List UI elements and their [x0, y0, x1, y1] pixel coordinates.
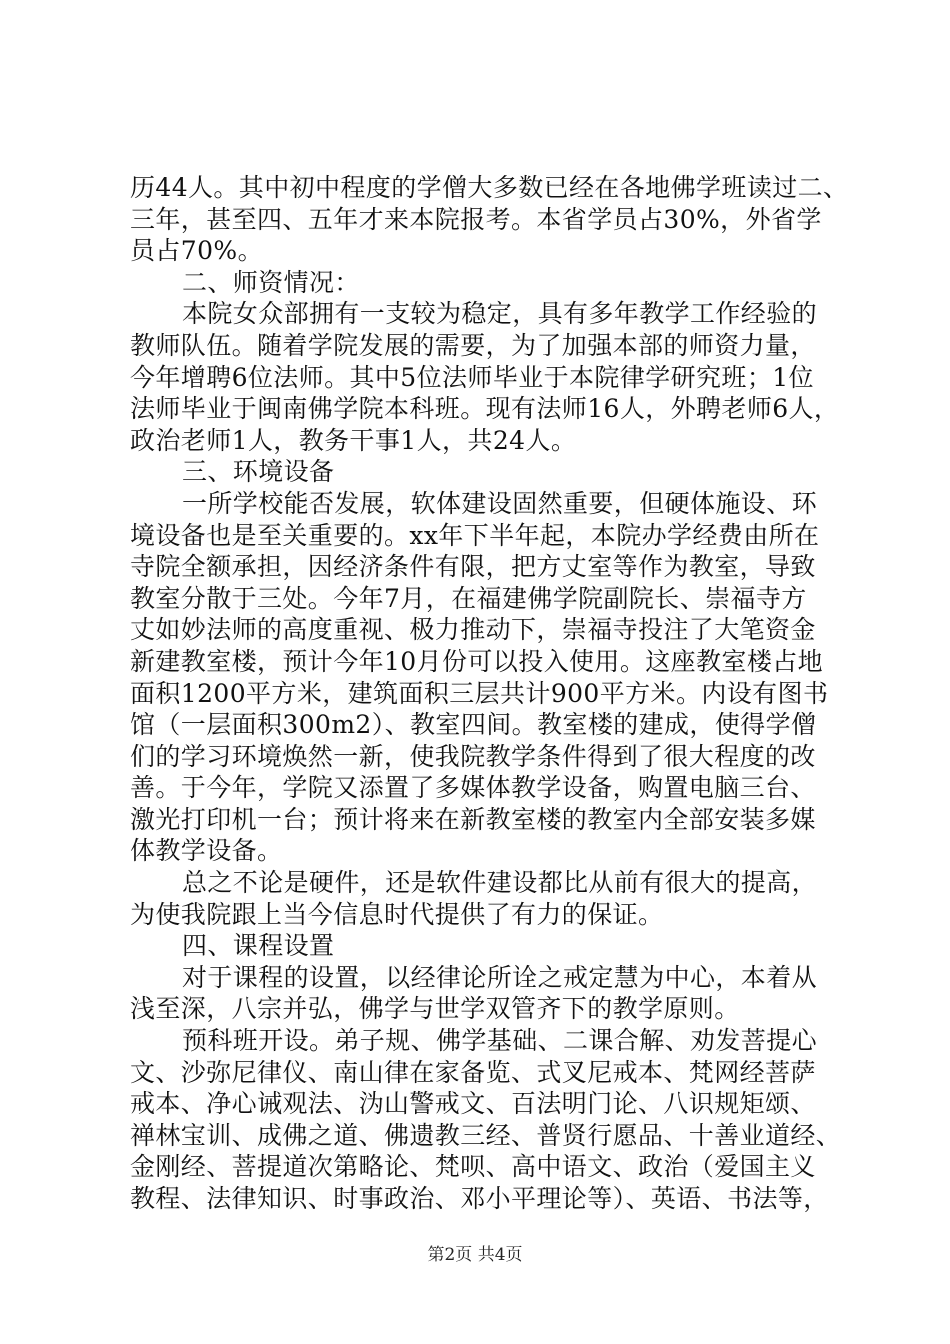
- text-line: 们的学习环境焕然一新，使我院教学条件得到了很大程度的改: [130, 741, 816, 771]
- text-line: 总之不论是硬件，还是软件建设都比从前有很大的提高，: [182, 868, 818, 898]
- text-line: 体教学设备。: [130, 836, 283, 866]
- document-body: [130, 172, 849, 1215]
- text-line: 四、课程设置: [182, 931, 335, 961]
- text-line: 一所学校能否发展，软体建设固然重要，但硬体施设、环: [182, 488, 818, 518]
- text-line: 激光打印机一台；预计将来在新教室楼的教室内全部安装多媒: [130, 804, 816, 834]
- text-line: 金刚经、菩提道次第略论、梵呗、高中语文、政治（爱国主义: [130, 1152, 816, 1182]
- text-line: 面积1200平方米，建筑面积三层共计900平方米。内设有图书: [130, 678, 829, 708]
- text-line: 教程、法律知识、时事政治、邓小平理论等）、英语、书法等，: [130, 1184, 829, 1213]
- text-line: 浅至深，八宗并弘，佛学与世学双管齐下的教学原则。: [130, 994, 740, 1024]
- text-line: 境设备也是至关重要的。xx年下半年起，本院办学经费由所在: [130, 520, 820, 550]
- text-line: 教师队伍。随着学院发展的需要，为了加强本部的师资力量，: [130, 330, 816, 360]
- text-line: 善。于今年，学院又添置了多媒体教学设备，购置电脑三台、: [130, 773, 816, 803]
- text-line: 戒本、净心诫观法、沩山警戒文、百法明门论、八识规矩颂、: [130, 1089, 816, 1119]
- text-line: 本院女众部拥有一支较为稳定，具有多年教学工作经验的: [182, 299, 818, 329]
- text-line: 二、师资情况：: [182, 267, 360, 297]
- text-line: 历44人。其中初中程度的学僧大多数已经在各地佛学班读过二、: [130, 173, 849, 202]
- text-line: 今年增聘6位法师。其中5位法师毕业于本院律学研究班；1位: [130, 362, 814, 392]
- text-line: 馆（一层面积300m2）、教室四间。教室楼的建成，使得学僧: [130, 710, 817, 740]
- text-line: 员占70%。: [130, 236, 263, 266]
- text-line: 新建教室楼，预计今年10月份可以投入使用。这座教室楼占地: [130, 646, 824, 676]
- text-line: 禅林宝训、成佛之道、佛遗教三经、普贤行愿品、十善业道经、: [130, 1120, 842, 1150]
- text-line: 法师毕业于闽南佛学院本科班。现有法师16人，外聘老师6人，: [130, 394, 840, 424]
- text-line: 政治老师1人，教务干事1人，共24人。: [130, 425, 577, 455]
- text-line: 寺院全额承担，因经济条件有限，把方丈室等作为教室，导致: [130, 552, 816, 582]
- page-footer: 第2页 共4页: [427, 1245, 523, 1265]
- text-line: 为使我院跟上当今信息时代提供了有力的保证。: [130, 899, 664, 929]
- text-line: 预科班开设。弟子规、佛学基础、二课合解、劝发菩提心: [182, 1026, 818, 1056]
- text-line: 三年，甚至四、五年才来本院报考。本省学员占30%，外省学: [130, 204, 822, 234]
- text-line: 对于课程的设置，以经律论所诠之戒定慧为中心，本着从: [182, 962, 818, 992]
- text-line: 教室分散于三处。今年7月，在福建佛学院副院长、崇福寺方: [130, 583, 807, 613]
- text-line: 文、沙弥尼律仪、南山律在家备览、式叉尼戒本、梵网经菩萨: [130, 1057, 816, 1087]
- text-line: 三、环境设备: [182, 457, 335, 487]
- text-line: 丈如妙法师的高度重视、极力推动下，崇福寺投注了大笔资金: [130, 615, 816, 645]
